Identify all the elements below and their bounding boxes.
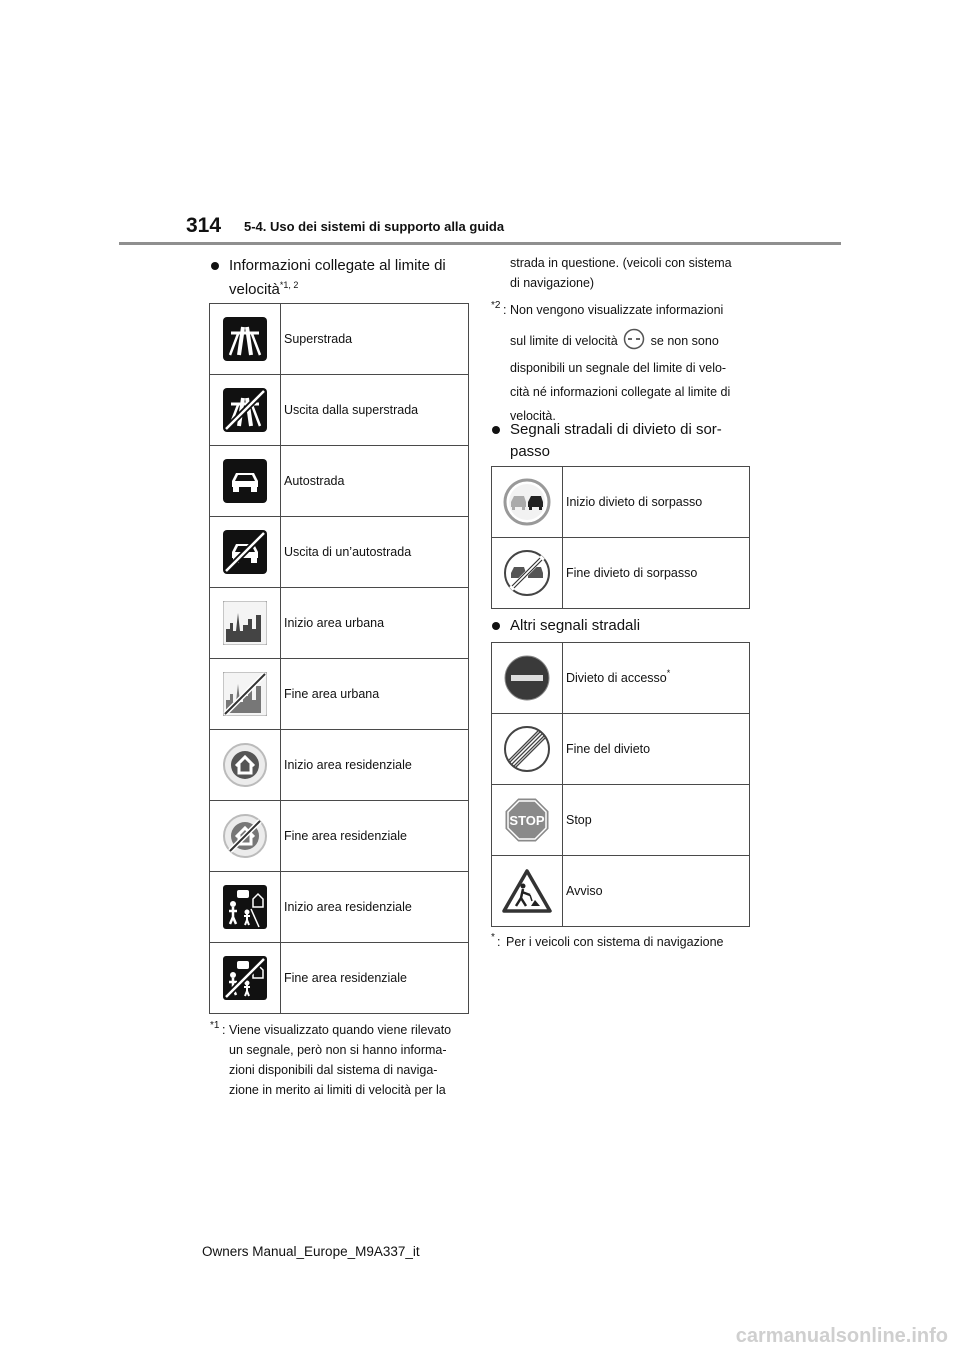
footnote-2-colon: : (503, 303, 507, 317)
sign-cell (210, 801, 281, 872)
stop-sign-icon (503, 796, 551, 844)
footnote-2-line: velocità. (510, 409, 556, 423)
footnote-2-line: disponibili un segnale del limite di velo- (510, 361, 727, 375)
footnote-3-mark: * (491, 932, 495, 943)
table-row (492, 467, 750, 538)
header-rule (119, 242, 841, 245)
sign-label: Inizio area residenziale (281, 730, 469, 801)
no-overtaking-end-icon (503, 549, 551, 597)
footnote-2-text: se non sono (650, 334, 719, 348)
sign-cell (210, 446, 281, 517)
residential-home-icon (222, 742, 268, 788)
footnote-1-line: zione in merito ai limiti di velocità per la (229, 1083, 446, 1097)
end-of-restriction-icon (503, 725, 551, 773)
footer-document-id: Owners Manual_Europe_M9A337_it (202, 1244, 420, 1259)
motorway-icon (223, 317, 267, 361)
table-row (492, 714, 750, 785)
sign-cell (210, 304, 281, 375)
table-row (492, 785, 750, 856)
overtaking-heading-line2: passo (510, 443, 551, 460)
expressway-end-icon (223, 530, 267, 574)
overtaking-heading-line1: Segnali stradali di divieto di sor- (510, 421, 722, 438)
living-street-icon (223, 885, 267, 929)
footnote-3-colon: : (497, 935, 501, 949)
motorway-end-icon (223, 388, 267, 432)
footnote-1-continued (510, 253, 760, 293)
footnote-2-line: Non vengono visualizzate informazioni (510, 303, 724, 317)
living-street-end-icon (223, 956, 267, 1000)
table-row (210, 730, 469, 801)
expressway-icon (223, 459, 267, 503)
stop-sign-text: STOP (509, 813, 545, 828)
sign-cell (210, 588, 281, 659)
table-row (492, 643, 750, 714)
other-signs-heading (492, 615, 742, 637)
sign-cell (210, 659, 281, 730)
sign-label: Fine divieto di sorpasso (563, 538, 750, 609)
sign-cell (210, 375, 281, 446)
table-row (210, 304, 469, 375)
speed-info-sign-table (209, 303, 469, 1014)
sign-label: Inizio divieto di sorpasso (563, 467, 750, 538)
roadworks-warning-icon (502, 868, 552, 914)
sign-cell (492, 714, 563, 785)
speed-limit-unknown-icon (623, 328, 645, 350)
residential-home-end-icon (222, 813, 268, 859)
footnote-1-continued-line: di navigazione) (510, 276, 595, 290)
table-row (210, 943, 469, 1014)
sign-label: Stop (563, 785, 750, 856)
table-row (210, 517, 469, 588)
no-entry-icon (503, 654, 551, 702)
speed-info-heading-text: velocità (229, 281, 280, 298)
table-row (210, 659, 469, 730)
sign-label: Inizio area urbana (281, 588, 469, 659)
watermark: carmanualsonline.info (735, 1325, 948, 1347)
footnote-2-mark: *2 (491, 300, 501, 311)
footnote-1 (210, 1020, 470, 1100)
sign-label: Superstrada (281, 304, 469, 375)
table-row (210, 588, 469, 659)
bullet-dot (492, 426, 500, 434)
sign-cell (210, 943, 281, 1014)
urban-area-icon (223, 601, 267, 645)
table-row (492, 856, 750, 927)
sign-label (563, 643, 750, 714)
sign-cell (492, 643, 563, 714)
sign-label: Autostrada (281, 446, 469, 517)
footnote-1-continued-line: strada in questione. (veicoli con sistema (510, 256, 732, 270)
footnote-1-colon: : (222, 1023, 226, 1037)
sign-label: Uscita di un’autostrada (281, 517, 469, 588)
footnote-1-line: Viene visualizzato quando viene rilevato (229, 1023, 452, 1037)
footnote-3-text: Per i veicoli con sistema di navigazione (506, 935, 724, 949)
sign-label-text: Divieto di accesso (566, 671, 667, 685)
no-overtaking-icon (503, 478, 551, 526)
footnote-2-line (510, 328, 756, 352)
footnote-1-line: un segnale, però non si hanno informa- (229, 1043, 447, 1057)
footnote-2-line: cità né informazioni collegate al limite di (510, 385, 731, 399)
page-number: 314 (186, 214, 222, 237)
sign-label: Avviso (563, 856, 750, 927)
section-title: 5-4. Uso dei sistemi di supporto alla guida (244, 219, 505, 234)
table-row (210, 872, 469, 943)
overtaking-heading (492, 419, 742, 463)
sign-label: Fine del divieto (563, 714, 750, 785)
sign-label-footnote-mark: * (666, 668, 671, 678)
table-row (210, 375, 469, 446)
sign-label: Fine area residenziale (281, 943, 469, 1014)
footnote-3 (491, 932, 761, 952)
table-row (210, 446, 469, 517)
sign-cell (210, 730, 281, 801)
sign-label: Inizio area residenziale (281, 872, 469, 943)
other-signs-heading-text: Altri segnali stradali (510, 617, 641, 634)
sign-label: Fine area urbana (281, 659, 469, 730)
sign-cell (210, 517, 281, 588)
speed-info-heading (211, 255, 471, 301)
other-sign-table (491, 642, 750, 927)
sign-cell (492, 856, 563, 927)
footnote-1-line: zioni disponibili dal sistema di naviga- (229, 1063, 438, 1077)
footnote-2 (491, 300, 756, 426)
speed-info-heading-line1: Informazioni collegate al limite di (229, 257, 446, 274)
sign-label: Uscita dalla superstrada (281, 375, 469, 446)
sign-label: Fine area residenziale (281, 801, 469, 872)
table-row (492, 538, 750, 609)
sign-cell (492, 538, 563, 609)
footnote-1-mark: *1 (210, 1020, 220, 1031)
urban-area-end-icon (223, 672, 267, 716)
sign-cell (210, 872, 281, 943)
bullet-dot (492, 622, 500, 630)
sign-cell (492, 467, 563, 538)
bullet-dot (211, 262, 219, 270)
speed-info-footnote-mark: *1, 2 (279, 280, 299, 290)
speed-info-heading-line2 (229, 279, 471, 301)
sign-cell (492, 785, 563, 856)
footnote-2-text: sul limite di velocità (510, 334, 618, 348)
table-row (210, 801, 469, 872)
overtaking-sign-table (491, 466, 750, 609)
